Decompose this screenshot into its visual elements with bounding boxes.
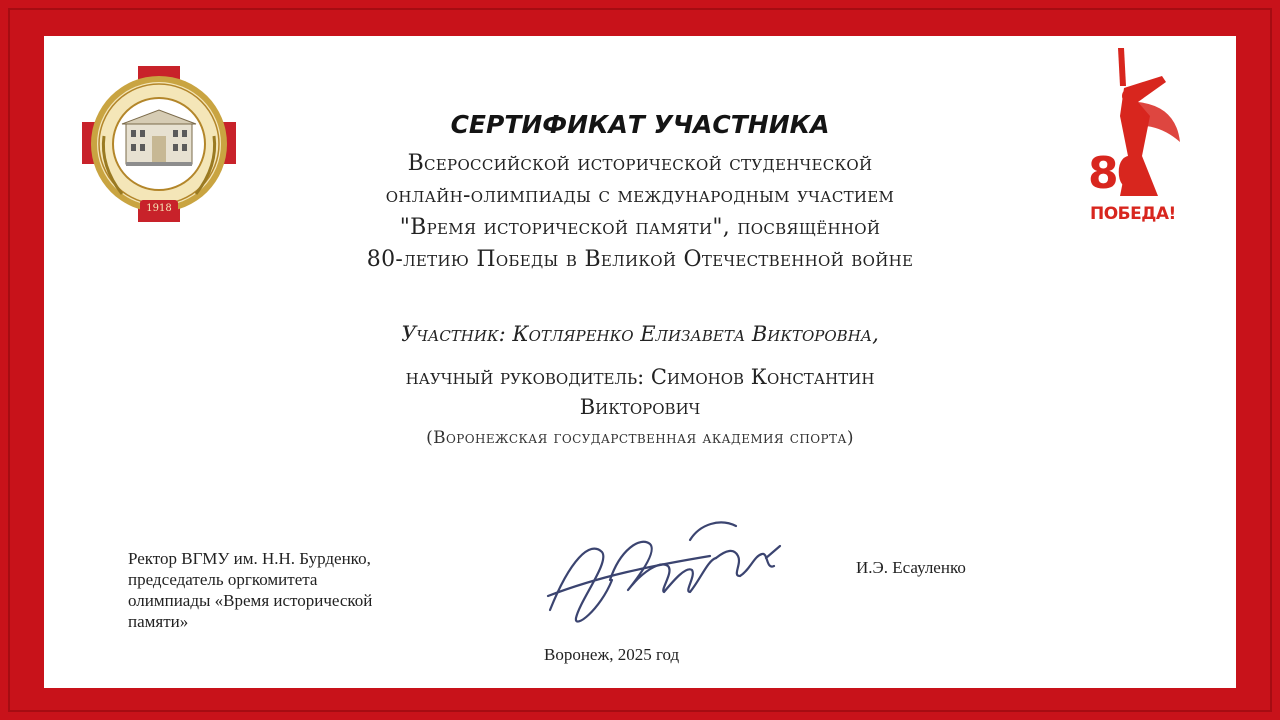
organization: (Воронежская государственная академия спорта)	[426, 428, 854, 448]
event-line: "Время исторической памяти", посвящённой	[399, 215, 881, 240]
event-description	[0, 148, 1280, 276]
event-line: 80-летию Победы в Великой Отечественной войне	[366, 247, 914, 272]
rector-title	[128, 548, 488, 632]
emblem-year: 1918	[146, 203, 172, 214]
place-date: Воронеж, 2025 год	[544, 645, 680, 664]
signer-name: И.Э. Есауленко	[856, 558, 966, 577]
supervisor	[0, 362, 1280, 422]
victory-word: ПОБЕДА!	[1090, 204, 1176, 224]
rector-line: Ректор ВГМУ им. Н.Н. Бурденко,	[128, 549, 371, 568]
rector-line: памяти»	[128, 612, 189, 631]
certificate-title: СЕРТИФИКАТ УЧАСТНИКА	[450, 110, 830, 139]
signature-image	[540, 500, 790, 640]
rector-line: олимпиады «Время исторической	[128, 591, 373, 610]
supervisor-line: Викторович	[579, 395, 701, 419]
victory-number: 80	[1088, 148, 1146, 199]
supervisor-line: научный руководитель: Симонов Константин	[405, 365, 875, 389]
rector-line: председатель оргкомитета	[128, 570, 318, 589]
participant-name: Участник: Котляренко Елизавета Викторовна,	[401, 322, 879, 346]
event-line: онлайн-олимпиады с международным участием	[385, 183, 895, 208]
event-line: Всероссийской исторической студенческой	[407, 151, 873, 176]
